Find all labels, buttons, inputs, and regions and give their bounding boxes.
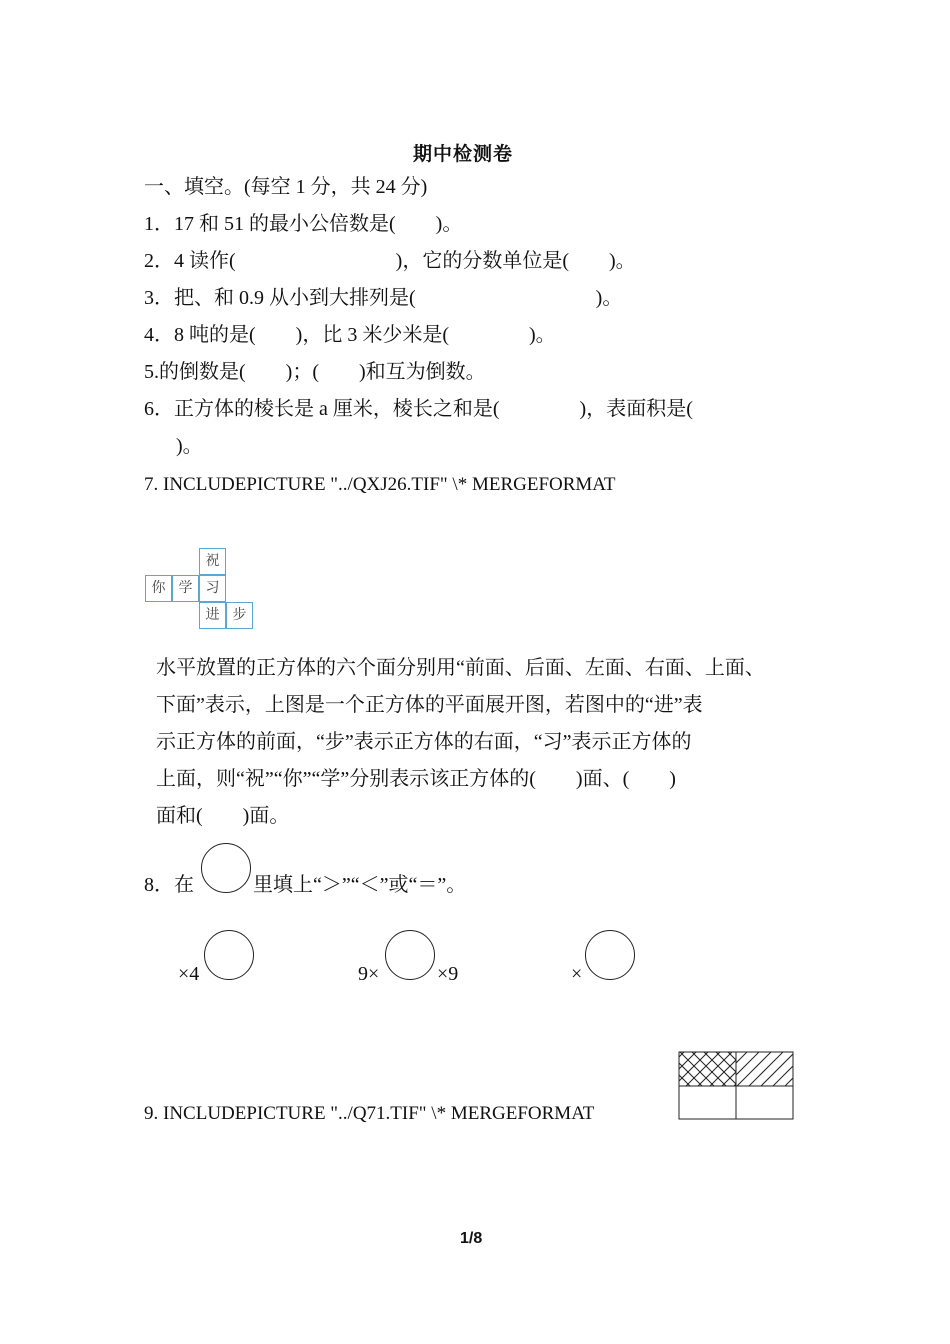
question-7-line: 水平放置的正方体的六个面分别用“前面、后面、左面、右面、上面、 (156, 657, 765, 679)
compare-a-left: ×4 (178, 963, 200, 985)
question-7-line: 示正方体的前面，“步”表示正方体的右面，“习”表示正方体的 (156, 731, 692, 753)
question-7-line: 上面，则“祝”“你”“学”分别表示该正方体的( )面、( ) (156, 768, 676, 790)
section-heading: 一、填空。(每空 1 分，共 24 分) (144, 176, 428, 198)
question-5: 5.的倒数是( )；( )和互为倒数。 (144, 361, 486, 383)
hatched-grid-figure (678, 1051, 796, 1121)
question-1: 1．17 和 51 的最小公倍数是( )。 (144, 213, 463, 235)
question-7-line: 下面”表示，上图是一个正方体的平面展开图，若图中的“进”表 (156, 694, 703, 716)
compare-a-circle[interactable] (204, 930, 254, 980)
question-7-line: 面和( )面。 (156, 805, 290, 827)
question-7-text (156, 650, 816, 835)
question-4: 4．8 吨的是( )，比 3 米少米是( )。 (144, 324, 556, 346)
compare-b-right: ×9 (437, 963, 459, 985)
net-cell-jin: 进 (199, 602, 226, 629)
answer-circle-icon (201, 843, 251, 893)
question-6-line1: 6．正方体的棱长是 a 厘米，棱长之和是( )，表面积是( (144, 398, 693, 420)
question-2: 2．4 读作( )，它的分数单位是( )。 (144, 250, 636, 272)
compare-b-left: 9× (358, 963, 380, 985)
question-9-field-code: 9. INCLUDEPICTURE "../Q71.TIF" \* MERGEFORMAT (144, 1103, 595, 1124)
net-cell-ni: 你 (145, 575, 172, 602)
page-number: 1/8 (460, 1230, 483, 1247)
page-title: 期中检测卷 (413, 144, 514, 165)
compare-c-left: × (571, 963, 583, 985)
question-3: 3．把、和 0.9 从小到大排列是( )。 (144, 287, 623, 309)
compare-b-circle[interactable] (385, 930, 435, 980)
question-8-suffix: 里填上“＞”“＜”或“＝”。 (253, 874, 467, 896)
question-8-prefix: 8．在 (144, 874, 194, 896)
net-cell-bu: 步 (226, 602, 253, 629)
net-cell-zhu: 祝 (199, 548, 226, 575)
question-6-line2: )。 (176, 435, 203, 457)
net-cell-xi: 习 (199, 575, 226, 602)
compare-c-circle[interactable] (585, 930, 635, 980)
crosshatch-fill (678, 1051, 774, 1086)
net-cell-xue: 学 (172, 575, 199, 602)
question-7-field-code: 7. INCLUDEPICTURE "../QXJ26.TIF" \* MERGEFORMAT (144, 474, 616, 495)
